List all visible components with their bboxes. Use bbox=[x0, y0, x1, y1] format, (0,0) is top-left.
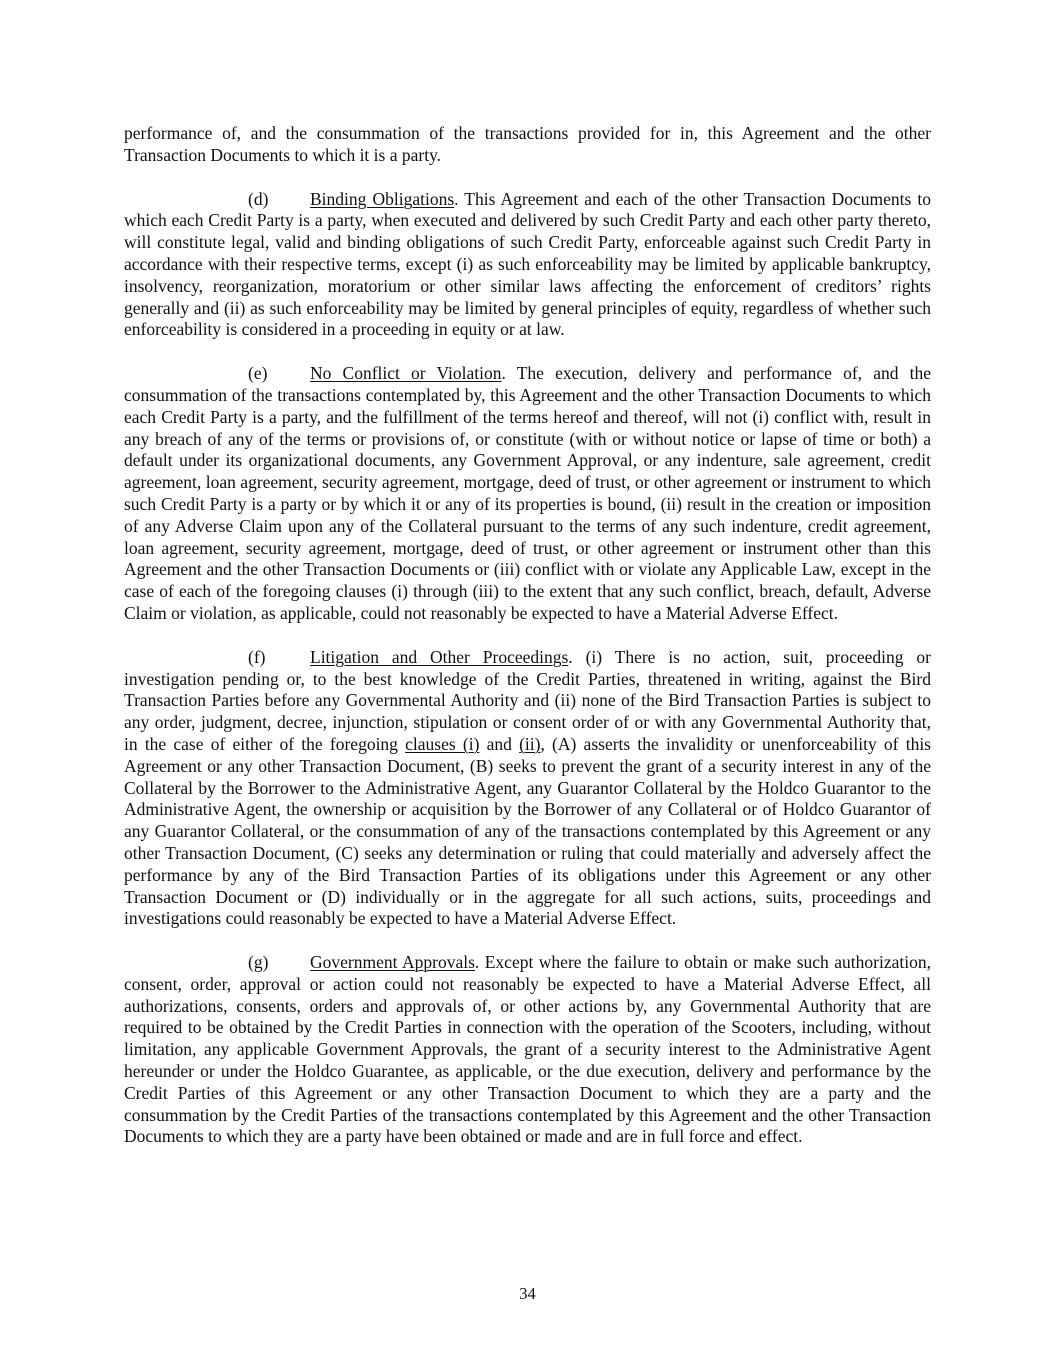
section-f-body-before: . (i) There is no action, suit, proceeding or investigation pending or, to the best knowledge of the Credit Parties, threatened in writing, against the Bird Transaction Parties before any Governmental Authority and (ii) none of the Bird Transaction Parties is subject to any order, judgment, decree, injunction, stipulation or consent order of or with any Governmental Authority that, in the case of either of the foregoing bbox=[124, 646, 931, 754]
intro-paragraph bbox=[124, 123, 931, 167]
section-f-label: (f) bbox=[248, 646, 266, 667]
section-e-paragraph bbox=[124, 363, 931, 625]
section-d-heading: Binding Obligations bbox=[310, 188, 455, 209]
section-e-body: . The execution, delivery and performance of, and the consummation of the transactions contemplated by, this Agreement and the other Transaction Documents to which each Credit Party is a party, and the fulfillment of the terms hereof and thereof, will not (i) conflict with, result in any breach of any of the terms or provisions of, or constitute (with or without notice or lapse of time or both) a default under its organizational documents, any Government Approval, or any indenture, sale agreement, credit agreement, loan agreement, security agreement, mortgage, deed of trust, or other agreement or instrument to which such Credit Party is a party or by which it or any of its properties is bound, (ii) result in the creation or imposition of any Adverse Claim upon any of the Collateral pursuant to the terms of any such indenture, credit agreement, loan agreement, security agreement, mortgage, deed of trust, or other agreement or instrument other than this Agreement and the other Transaction Documents or (iii) conflict with or violate any Applicable Law, except in the case of each of the foregoing clauses (i) through (iii) to the extent that any such conflict, breach, default, Adverse Claim or violation, as applicable, could not reasonably be expected to have a Material Adverse Effect. bbox=[124, 363, 931, 623]
section-f-clause-reference-1: clauses (i) bbox=[405, 733, 480, 754]
section-f-heading: Litigation and Other Proceedings bbox=[310, 646, 569, 667]
section-f-body-after: , (A) asserts the invalidity or unenforceability of this Agreement or any other Transaction Document, (B) seeks to prevent the grant of a security interest in any of the Collateral by the Borrower to the Administrative Agent, any Guarantor Collateral by the Holdco Guarantor to the Administrative Agent, the ownership or acquisition by the Borrower of any Collateral or of Holdco Guarantor of any Guarantor Collateral, or the consummation of any of the transactions contemplated by this Agreement or any other Transaction Document, (C) seeks any determination or ruling that could materially and adversely affect the performance by any of the Bird Transaction Parties of its obligations under this Agreement or any other Transaction Document or (D) individually or in the aggregate for all such actions, suits, proceedings and investigations could reasonably be expected to have a Material Adverse Effect. bbox=[124, 733, 931, 929]
section-g-heading: Government Approvals bbox=[310, 952, 475, 973]
section-g-body: . Except where the failure to obtain or make such authorization, consent, order, approval or action could not reasonably be expected to have a Material Adverse Effect, all authorizations, consents, orders and approvals of, or other actions by, any Governmental Authority that are required to be obtained by the Credit Parties in connection with the operation of the Scooters, including, without limitation, any applicable Government Approvals, the grant of a security interest to the Administrative Agent hereunder or under the Holdco Guarantee, as applicable, or the due execution, delivery and performance by the Credit Parties of this Agreement or any other Transaction Document to which they are a party and the consummation by the Credit Parties of the transactions contemplated by this Agreement and the other Transaction Documents to which they are a party have been obtained or made and are in full force and effect. bbox=[124, 952, 931, 1147]
section-f-clause-reference-2: (ii) bbox=[519, 733, 541, 754]
section-e-heading: No Conflict or Violation bbox=[310, 363, 502, 384]
section-g-label: (g) bbox=[248, 952, 269, 973]
section-d-label: (d) bbox=[248, 188, 269, 209]
document-body bbox=[124, 123, 931, 1170]
section-d-paragraph bbox=[124, 189, 931, 342]
page-number: 34 bbox=[519, 1284, 536, 1303]
section-e-label: (e) bbox=[248, 363, 268, 384]
section-f-paragraph bbox=[124, 647, 931, 930]
section-f-body-between: and bbox=[479, 733, 520, 754]
section-d-body: . This Agreement and each of the other Transaction Documents to which each Credit Party is a party, when executed and delivered by such Credit Party and each other party thereto, will constitute legal, valid and binding obligations of such Credit Party, enforceable against such Credit Party in accordance with their respective terms, except (i) as such enforceability may be limited by applicable bankruptcy, insolvency, reorganization, moratorium or other similar laws affecting the enforcement of creditors’ rights generally and (ii) as such enforceability may be limited by general principles of equity, regardless of whether such enforceability is considered in a proceeding in equity or at law. bbox=[124, 188, 932, 340]
intro-text: performance of, and the consummation of the transactions provided for in, this Agreement and the other Transaction Documents to which it is a party. bbox=[124, 123, 931, 165]
section-g-paragraph bbox=[124, 952, 931, 1148]
